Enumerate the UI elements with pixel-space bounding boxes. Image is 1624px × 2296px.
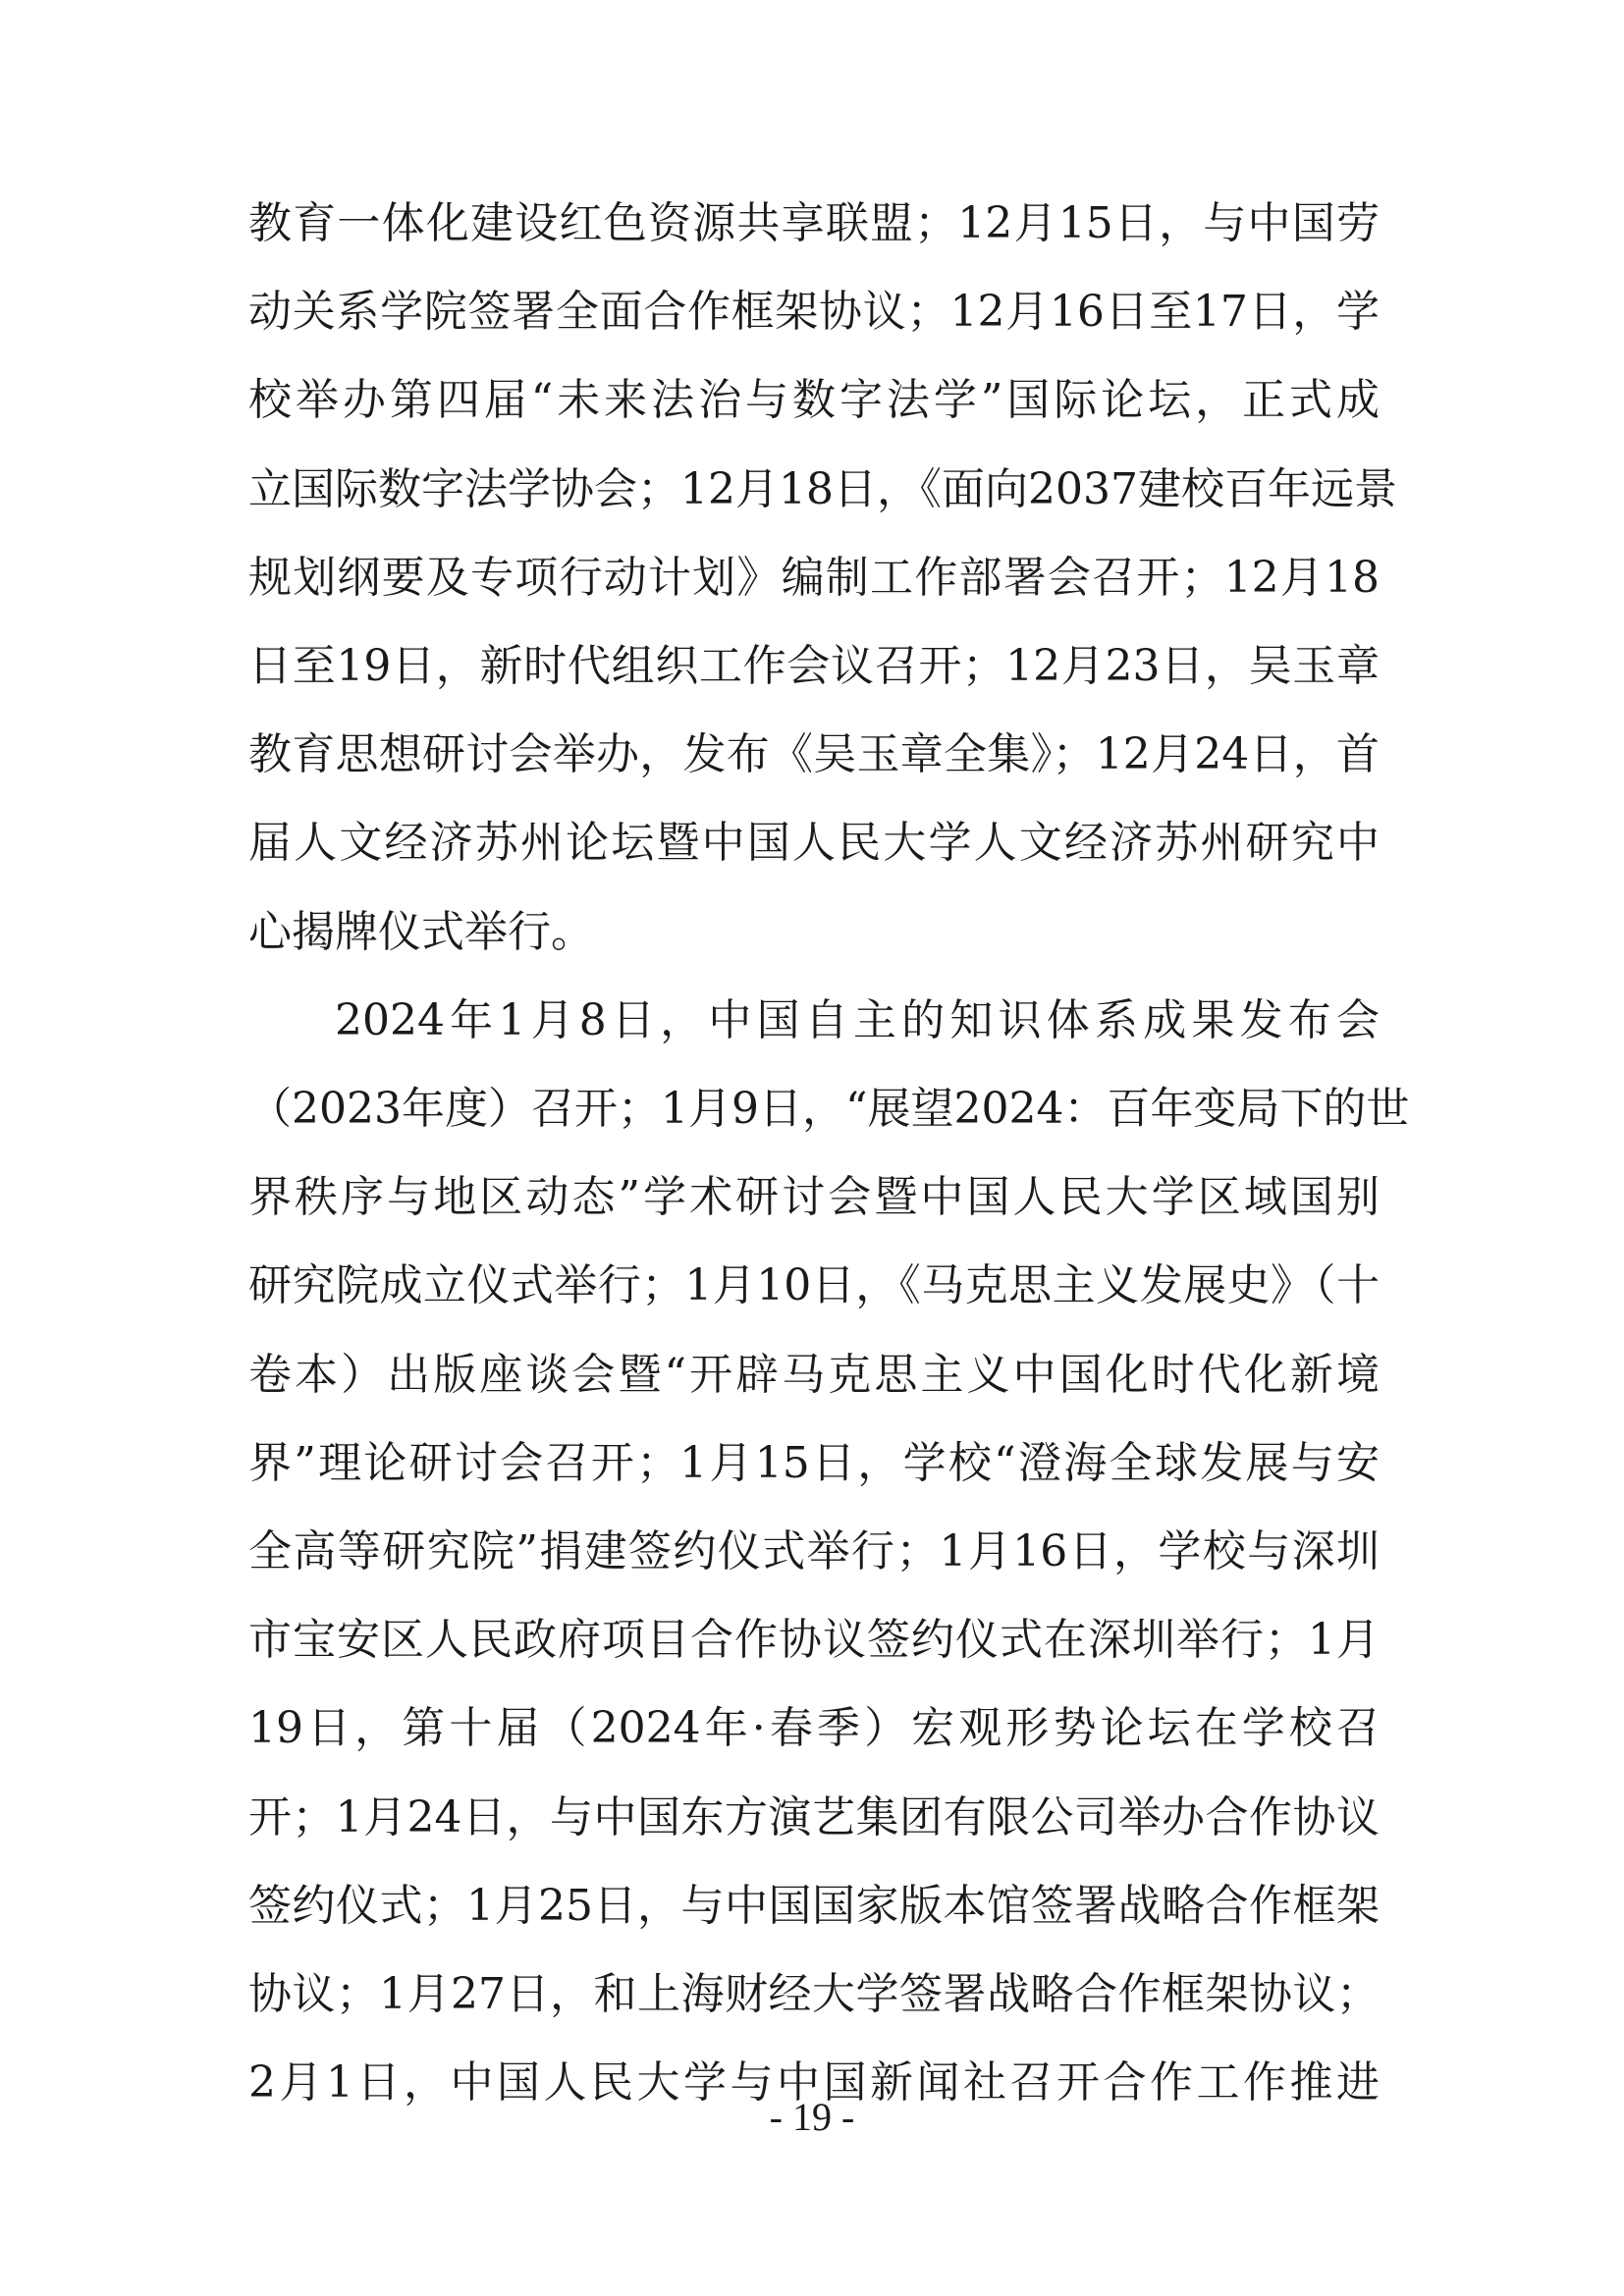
- text-line: 19日，第十届（2024年·春季）宏观形势论坛在学校召: [248, 1703, 1380, 1753]
- text-line: 动关系学院签署全面合作框架协议；12月16日至17日，学: [248, 287, 1380, 337]
- text-line: 教育思想研讨会举办，发布《吴玉章全集》；12月24日，首: [248, 729, 1380, 779]
- text-line: 卷本）出版座谈会暨“开辟马克思主义中国化时代化新境: [248, 1350, 1380, 1400]
- text-line: 届人文经济苏州论坛暨中国人民大学人文经济苏州研究中: [248, 818, 1380, 868]
- text-line: 日至19日，新时代组织工作会议召开；12月23日，吴玉章: [248, 641, 1380, 691]
- text-line: 校举办第四届“未来法治与数字法学”国际论坛，正式成: [248, 375, 1380, 425]
- text-line: 界秩序与地区动态”学术研讨会暨中国人民大学区域国别: [248, 1172, 1380, 1222]
- page-number: - 19 -: [769, 2095, 855, 2139]
- text-line: 规划纲要及专项行动计划》编制工作部署会召开；12月18: [248, 553, 1380, 603]
- text-line: 2月1日，中国人民大学与中国新闻社召开合作工作推进: [248, 2057, 1380, 2108]
- text-line: 界”理论研讨会召开；1月15日，学校“澄海全球发展与安: [248, 1438, 1380, 1488]
- text-line: 立国际数字法学协会；12月18日，《面向2037建校百年远景: [248, 464, 1397, 514]
- text-line: 2024年1月8日，中国自主的知识体系成果发布会: [335, 995, 1380, 1045]
- text-line: 市宝安区人民政府项目合作协议签约仪式在深圳举行；1月: [248, 1615, 1380, 1665]
- text-line: （2023年度）召开；1月9日，“展望2024：百年变局下的世: [248, 1084, 1410, 1134]
- text-line: 研究院成立仪式举行；1月10日，《马克思主义发展史》（十: [248, 1260, 1380, 1310]
- text-line: 协议；1月27日，和上海财经大学签署战略合作框架协议；: [248, 1969, 1380, 2019]
- text-line: 全高等研究院”捐建签约仪式举行；1月16日，学校与深圳: [248, 1526, 1380, 1576]
- text-line: 开；1月24日，与中国东方演艺集团有限公司举办合作协议: [248, 1792, 1380, 1842]
- text-line: 教育一体化建设红色资源共享联盟；12月15日，与中国劳: [248, 198, 1380, 248]
- text-line: 心揭牌仪式举行。: [248, 907, 594, 957]
- text-line: 签约仪式；1月25日，与中国国家版本馆签署战略合作框架: [248, 1881, 1380, 1931]
